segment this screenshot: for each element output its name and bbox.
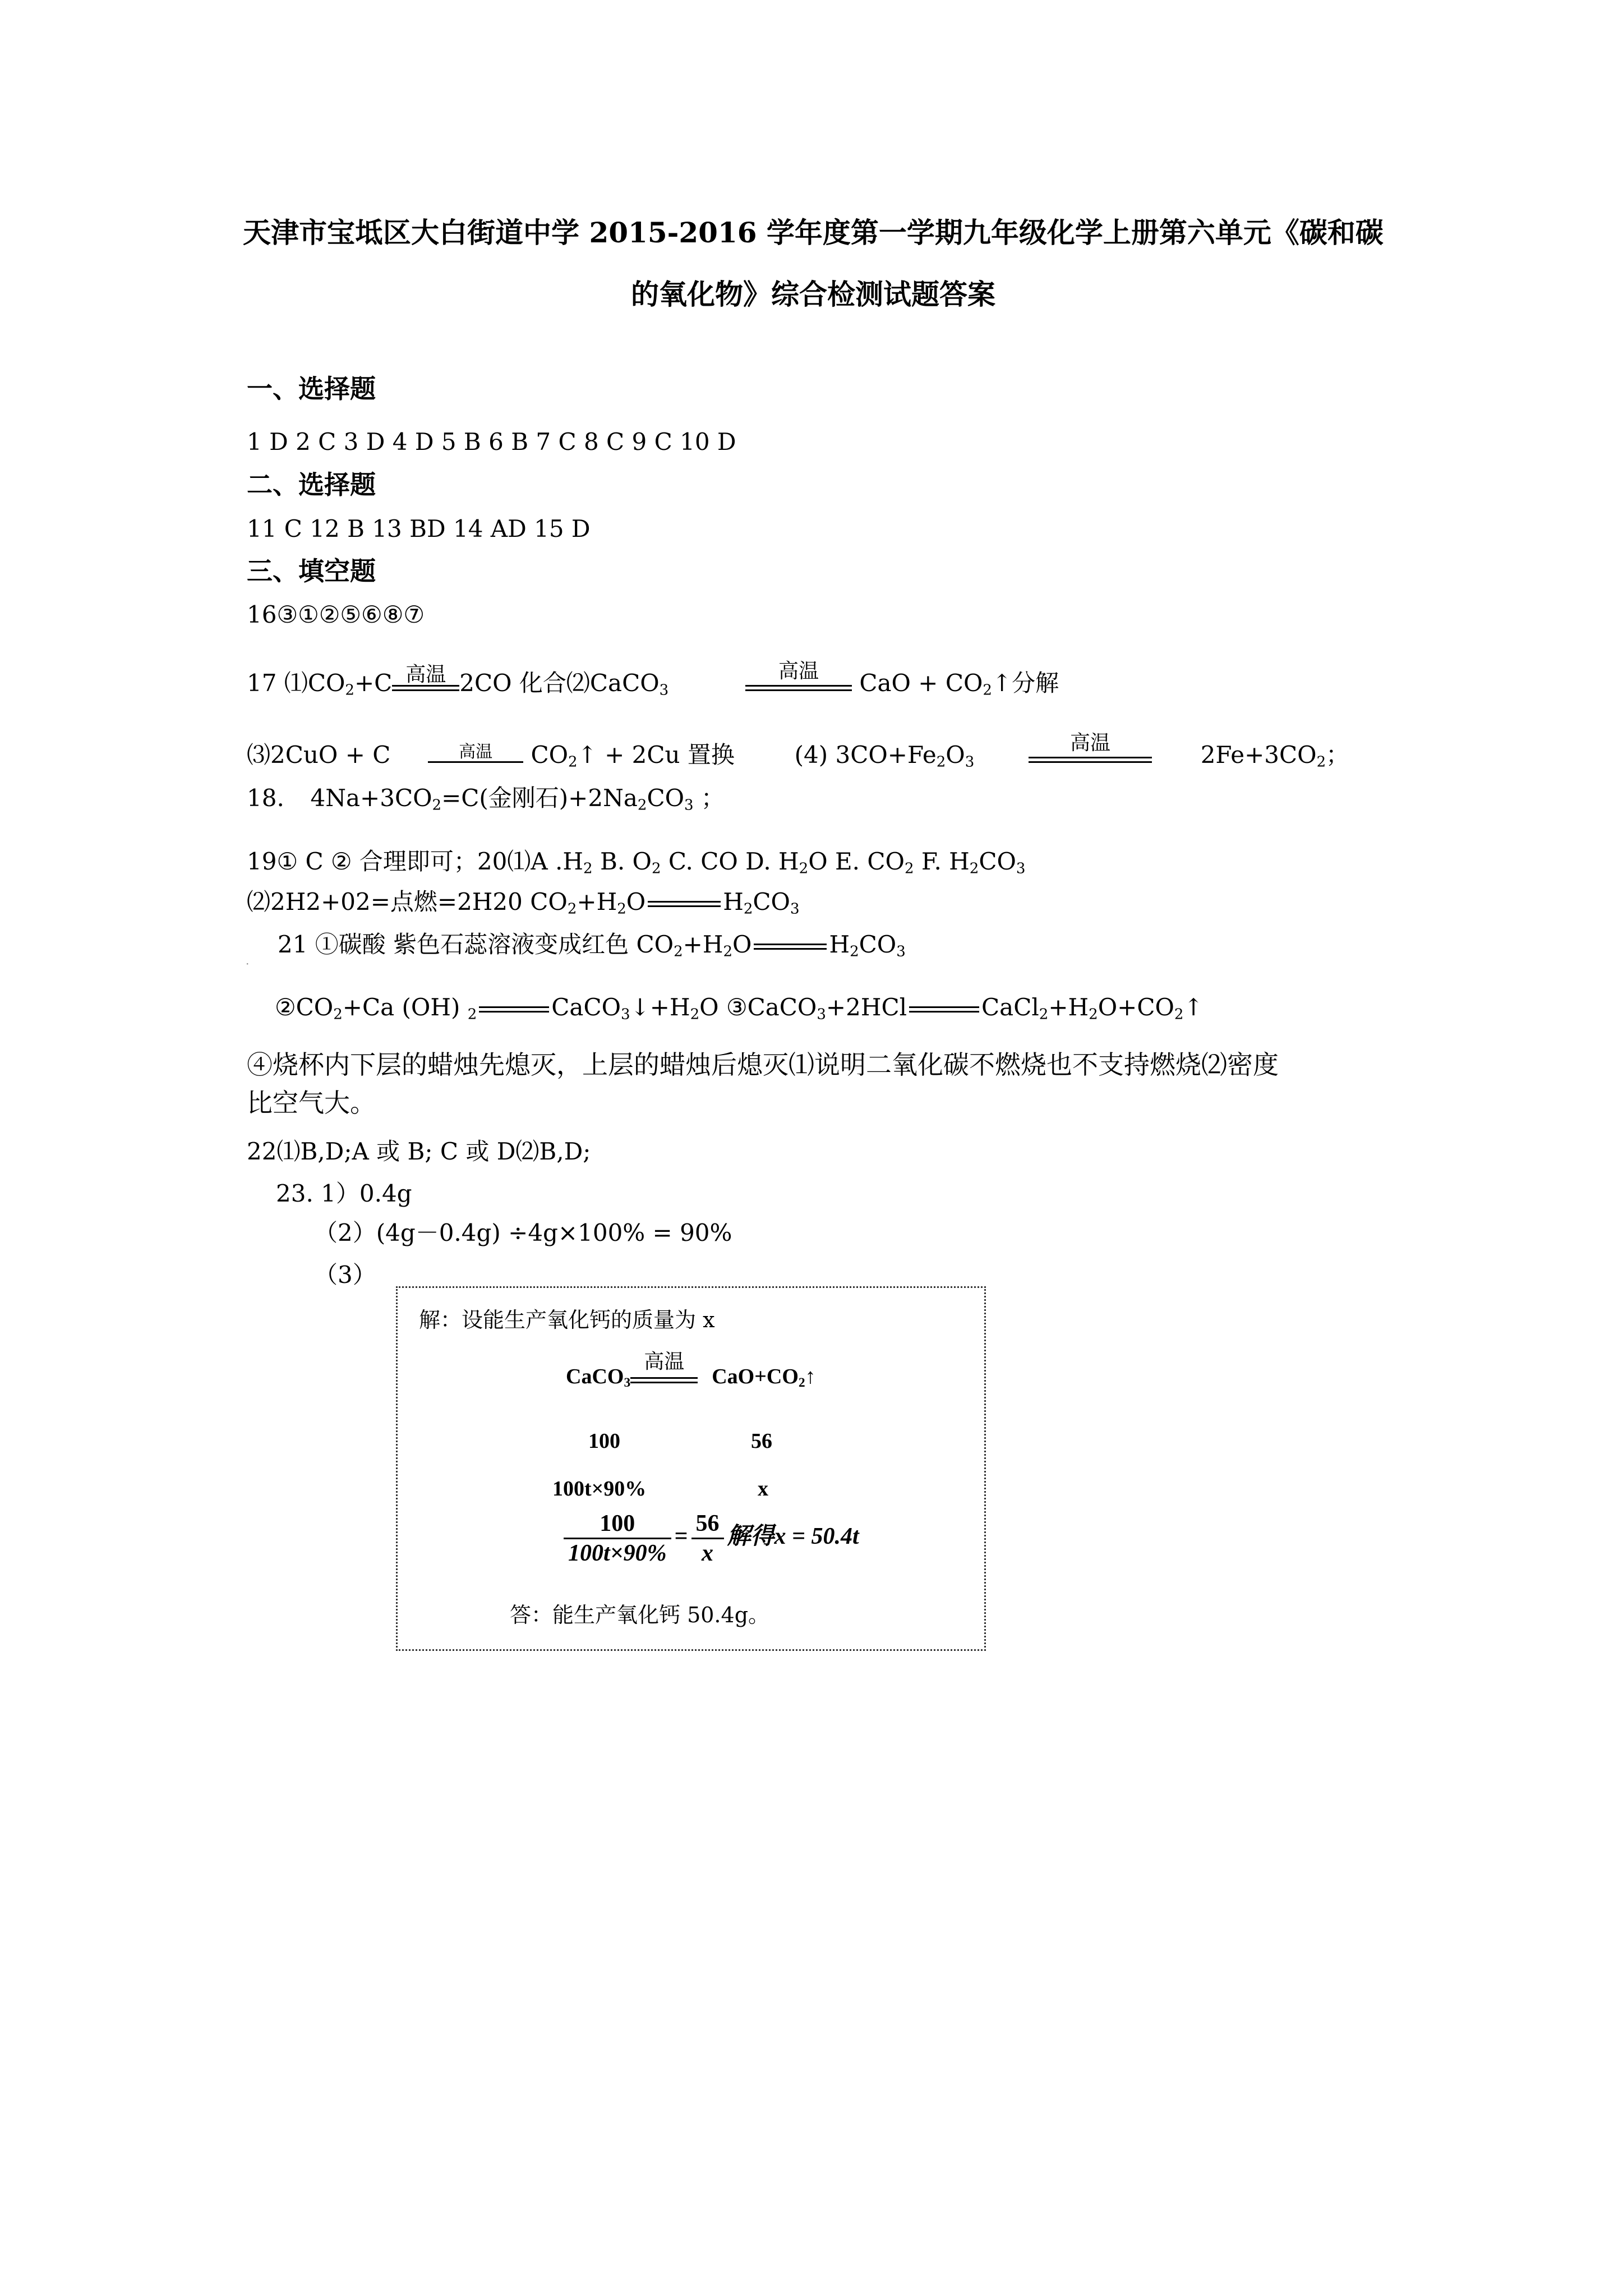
section-1-answers: 1 D 2 C 3 D 4 D 5 B 6 B 7 C 8 C 9 C 10 D [247,428,736,455]
q21-explanation-line-1: ④烧杯内下层的蜡烛先熄灭，上层的蜡烛后熄灭⑴说明二氧化碳不燃烧也不支持燃烧⑵密度 [247,1050,1279,1080]
equals-bar [648,901,721,907]
equals-bar [909,1006,979,1013]
document-title-line-2: 的氧化物》综合检测试题答案 [631,278,995,311]
q17-line-1: 17 $⑴CO_2+C$ 高温 2CO 化合⑵CaCO$_3$ 高温 CaO + $CO_2↑$分解 [247,660,1059,699]
molar-mass-left: 100 [588,1429,620,1453]
q23-part-2: （2）(4g－0.4g) ÷4g×100% = 90% [314,1219,732,1246]
solution-intro: 解：设能生产氧化钙的质量为 x [419,1308,715,1332]
document-title-line-1: 天津市宝坻区大白街道中学 2015-2016 学年度第一学期九年级化学上册第六单元《碳和碳 [243,216,1384,249]
reaction-condition: 高温 [630,1377,698,1383]
q21-line-2: $②CO_2+Ca$ (OH) $_2$ $CaCO_3↓+H_2O$ ③CaCO$_3$+2HCl $CaCl_2+H_2O+CO_2↑$ [275,993,1204,1023]
fraction-right: $\frac{56}{x}$ [691,1510,724,1567]
q20-part-2: ⑵2H2+02=点燃=2H20 $CO_2+H_2O$ $H_2CO_3$ [247,888,800,918]
equals-bar [754,944,827,950]
q23-part-3-label: （3） [314,1261,376,1289]
q18-answer: 18. $4Na+3CO_2=C$(金刚石)$+2Na_2CO_3$ ； [247,784,725,814]
solution-equation: CaCO$_3$ 高温 $CaO+CO_2↑$ [566,1350,816,1390]
q22-answer: 22⑴B,D;A 或 B; C 或 D⑵B,D; [247,1138,591,1165]
reaction-condition: 高温 [745,685,852,691]
section-2-answers: 11 C 12 B 13 BD 14 AD 15 D [247,515,591,542]
q19-q20-answer: 19① C ② 合理即可；20⑴A $.H_2$ B. $O_2$ C. CO D. $H_2O$ E. $CO_2$ F. $H_2CO_3$ [247,848,1026,877]
section-3-heading: 三、填空题 [247,556,376,586]
mass-right: x [758,1477,768,1501]
q21-explanation-line-2: 比空气大。 [247,1088,376,1118]
mass-left: 100t×90% [552,1477,647,1501]
section-1-heading: 一、选择题 [247,374,376,404]
equals-bar [479,1006,549,1013]
reaction-condition: 高温 [1029,757,1152,763]
molar-mass-right: 56 [751,1429,772,1453]
solution-box [396,1286,986,1651]
q17-line-2: ⑶2CuO + C 高温 $CO_2↑ + 2Cu$ 置换 (4) $3CO+Fe_2O_3$ 高温 $2Fe+3CO_2$； [247,731,1350,771]
section-2-heading: 二、选择题 [247,470,376,500]
q23-part-1: 23. 1）0.4g [276,1180,412,1207]
fraction-left: $\frac{100}{100t\times 90\%}$ [564,1510,671,1567]
reaction-condition: 高温 [392,685,459,691]
scan-mark: · [246,957,250,970]
reaction-condition: 高温 [428,761,523,763]
proportion-equation: $\frac{100}{100t\times 90\%}$ = $\frac{56}{x}$ 解得x = 50.4t [560,1510,859,1567]
q16-answer: 16③①②⑤⑥⑧⑦ [247,601,425,628]
q21-line-1: 21 ①碳酸 紫色石蕊溶液变成红色 $CO_2+H_2O$ $H_2CO_3$ [278,931,906,960]
solution-answer: 答：能生产氧化钙 50.4g。 [510,1603,770,1627]
